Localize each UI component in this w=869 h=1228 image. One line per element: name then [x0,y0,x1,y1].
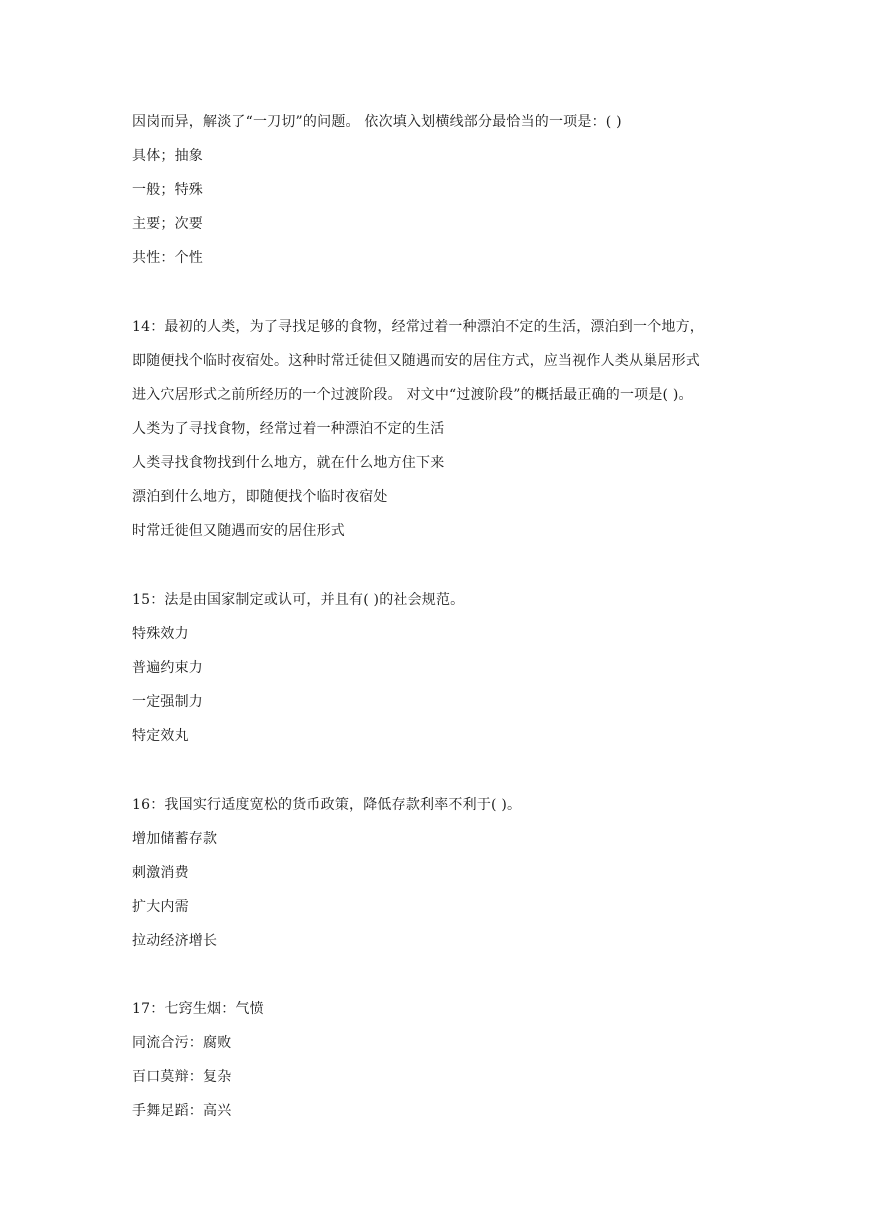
question-17-option-1: 同流合污：腐败 [132,1035,232,1051]
question-16-option-1: 增加储蓄存款 [132,831,218,847]
question-15-stem: 15：法是由国家制定或认可，并且有( )的社会规范。 [132,592,465,608]
question-17-stem: 17：七窍生烟：气愤 [132,1001,264,1017]
question-16-option-2: 刺激消费 [132,865,189,881]
question-15-option-2: 普遍约束力 [132,660,203,676]
question-15-option-4: 特定效丸 [132,728,189,744]
question-14-stem-line-3: 进入穴居形式之前所经历的一个过渡阶段。 对文中“过渡阶段”的概括最正确的一项是( )。 [132,387,693,403]
question-15-option-1: 特殊效力 [132,626,189,642]
question-17-option-2: 百口莫辩：复杂 [132,1069,232,1085]
question-13-option-1: 具体；抽象 [132,148,203,164]
question-16-option-3: 扩大内需 [132,899,189,915]
question-14-option-2: 人类寻找食物找到什么地方，就在什么地方住下来 [132,455,445,471]
question-13-option-3: 主要；次要 [132,216,203,232]
question-13-stem: 因岗而异，解淡了“一刀切”的问题。 依次填入划横线部分最恰当的一项是：( ) [132,114,622,130]
question-14-option-3: 漂泊到什么地方，即随便找个临时夜宿处 [132,489,388,505]
question-17-option-3: 手舞足蹈：高兴 [132,1103,232,1119]
question-14-stem-line-1: 14：最初的人类，为了寻找足够的食物，经常过着一种漂泊不定的生活，漂泊到一个地方， [132,319,705,335]
question-16-stem: 16：我国实行适度宽松的货币政策，降低存款利率不利于( )。 [132,797,522,813]
question-13-option-4: 共性：个性 [132,250,203,266]
question-15-option-3: 一定强制力 [132,694,203,710]
question-14-stem-line-2: 即随便找个临时夜宿处。这种时常迁徒但又随遇而安的居住方式，应当视作人类从巢居形式 [132,353,700,369]
question-14-option-1: 人类为了寻找食物，经常过着一种漂泊不定的生活 [132,421,445,437]
question-16-option-4: 拉动经济增长 [132,933,218,949]
question-14-option-4: 时常迁徙但又随遇而安的居住形式 [132,523,345,539]
question-13-option-2: 一般；特殊 [132,182,203,198]
